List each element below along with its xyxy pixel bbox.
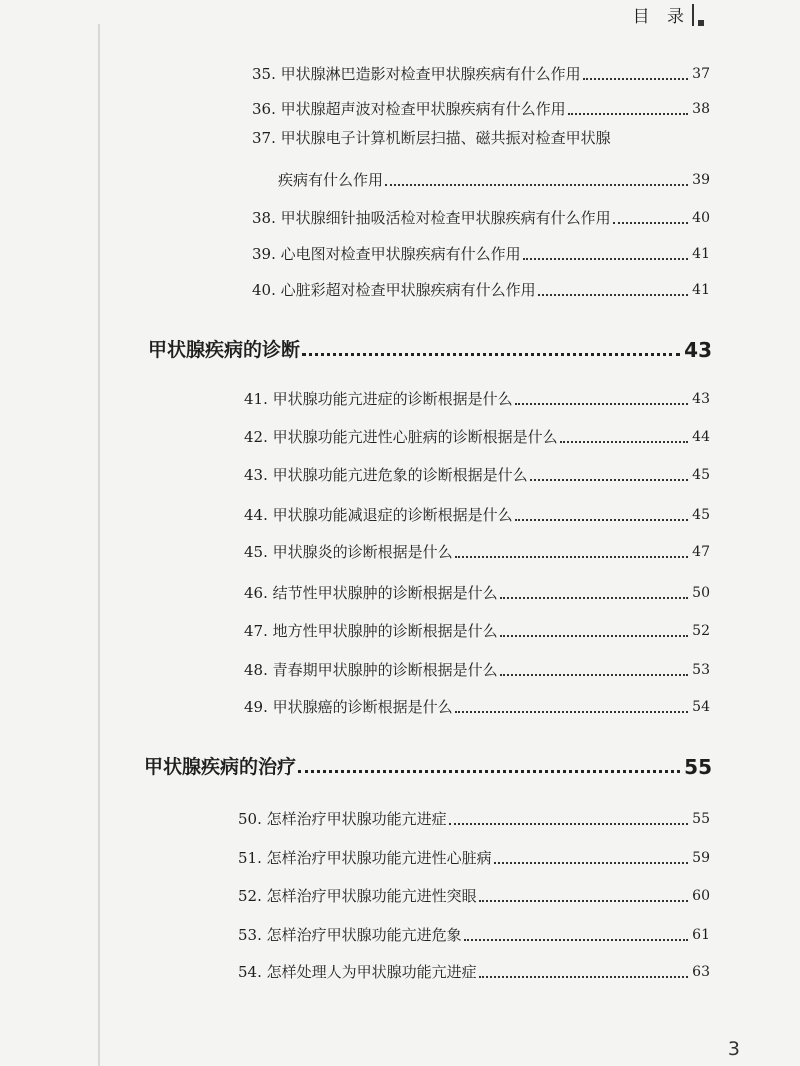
leader-dots xyxy=(500,635,689,637)
page-gutter xyxy=(98,24,100,1066)
section-heading-treatment[interactable]: 甲状腺疾病的治疗 55 xyxy=(144,755,712,779)
leader-dots xyxy=(479,976,689,978)
toc-entry-54[interactable]: 54. 怎样处理人为甲状腺功能亢进症 63 xyxy=(238,963,710,981)
leader-dots xyxy=(302,353,680,356)
page-ref: 38 xyxy=(692,101,710,117)
leader-dots xyxy=(568,113,689,115)
page-ref: 41 xyxy=(692,246,710,262)
toc-entry-36[interactable]: 36. 甲状腺超声波对检查甲状腺疾病有什么作用 38 xyxy=(252,100,710,118)
leader-dots xyxy=(464,939,689,941)
toc-entry-37-line1[interactable]: 37. 甲状腺电子计算机断层扫描、磁共振对检查甲状腺 xyxy=(252,129,611,147)
page-ref: 40 xyxy=(692,210,710,226)
leader-dots xyxy=(500,597,689,599)
leader-dots xyxy=(449,823,689,825)
toc-entry-35[interactable]: 35. 甲状腺淋巴造影对检查甲状腺疾病有什么作用 37 xyxy=(252,65,710,83)
running-header xyxy=(504,0,704,28)
toc-entry-42[interactable]: 42. 甲状腺功能亢进性心脏病的诊断根据是什么 44 xyxy=(244,428,710,446)
page-ref: 55 xyxy=(692,811,710,827)
leader-dots xyxy=(613,222,689,224)
leader-dots xyxy=(538,294,689,296)
page-ref: 43 xyxy=(692,391,710,407)
page-ref: 43 xyxy=(684,338,712,362)
toc-entry-39[interactable]: 39. 心电图对检查甲状腺疾病有什么作用 41 xyxy=(252,245,710,263)
leader-dots xyxy=(455,556,689,558)
page-ref: 39 xyxy=(692,172,710,188)
toc-entry-48[interactable]: 48. 青春期甲状腺肿的诊断根据是什么 53 xyxy=(244,661,710,679)
toc-entry-38[interactable]: 38. 甲状腺细针抽吸活检对检查甲状腺疾病有什么作用 40 xyxy=(252,209,710,227)
toc-entry-49[interactable]: 49. 甲状腺癌的诊断根据是什么 54 xyxy=(244,698,710,716)
leader-dots xyxy=(583,78,689,80)
toc-entry-52[interactable]: 52. 怎样治疗甲状腺功能亢进性突眼 60 xyxy=(238,887,710,905)
leader-dots xyxy=(298,770,680,773)
page-ref: 61 xyxy=(692,927,710,943)
leader-dots xyxy=(515,403,689,405)
page-ref: 41 xyxy=(692,282,710,298)
toc-entry-47[interactable]: 47. 地方性甲状腺肿的诊断根据是什么 52 xyxy=(244,622,710,640)
toc-entry-43[interactable]: 43. 甲状腺功能亢进危象的诊断根据是什么 45 xyxy=(244,466,710,484)
leader-dots xyxy=(494,862,689,864)
leader-dots xyxy=(530,479,689,481)
toc-entry-41[interactable]: 41. 甲状腺功能亢进症的诊断根据是什么 43 xyxy=(244,390,710,408)
page-ref: 45 xyxy=(692,507,710,523)
toc-entry-44[interactable]: 44. 甲状腺功能减退症的诊断根据是什么 45 xyxy=(244,506,710,524)
leader-dots xyxy=(560,441,689,443)
leader-dots xyxy=(500,674,689,676)
header-rule xyxy=(692,4,694,26)
toc-entry-50[interactable]: 50. 怎样治疗甲状腺功能亢进症 55 xyxy=(238,810,710,828)
page-ref: 53 xyxy=(692,662,710,678)
page-ref: 47 xyxy=(692,544,710,560)
page-number: 3 xyxy=(727,1038,740,1060)
section-heading-diagnosis[interactable]: 甲状腺疾病的诊断 43 xyxy=(148,338,712,362)
page-ref: 63 xyxy=(692,964,710,980)
page-ref: 55 xyxy=(684,755,712,779)
page-ref: 44 xyxy=(692,429,710,445)
page-ref: 59 xyxy=(692,850,710,866)
page-ref: 45 xyxy=(692,467,710,483)
toc-entry-46[interactable]: 46. 结节性甲状腺肿的诊断根据是什么 50 xyxy=(244,584,710,602)
leader-dots xyxy=(515,519,689,521)
leader-dots xyxy=(479,900,689,902)
toc-entry-40[interactable]: 40. 心脏彩超对检查甲状腺疾病有什么作用 41 xyxy=(252,281,710,299)
toc-entry-53[interactable]: 53. 怎样治疗甲状腺功能亢进危象 61 xyxy=(238,926,710,944)
toc-entry-37[interactable]: 疾病有什么作用 39 xyxy=(278,171,710,189)
leader-dots xyxy=(455,711,689,713)
leader-dots xyxy=(385,184,688,186)
leader-dots xyxy=(523,258,689,260)
header-title: 目 录 xyxy=(632,7,690,27)
header-mark xyxy=(698,20,704,26)
toc-entry-51[interactable]: 51. 怎样治疗甲状腺功能亢进性心脏病 59 xyxy=(238,849,710,867)
page-ref: 52 xyxy=(692,623,710,639)
page-ref: 37 xyxy=(692,66,710,82)
page-ref: 54 xyxy=(692,699,710,715)
toc-entry-45[interactable]: 45. 甲状腺炎的诊断根据是什么 47 xyxy=(244,543,710,561)
page-ref: 60 xyxy=(692,888,710,904)
page-ref: 50 xyxy=(692,585,710,601)
